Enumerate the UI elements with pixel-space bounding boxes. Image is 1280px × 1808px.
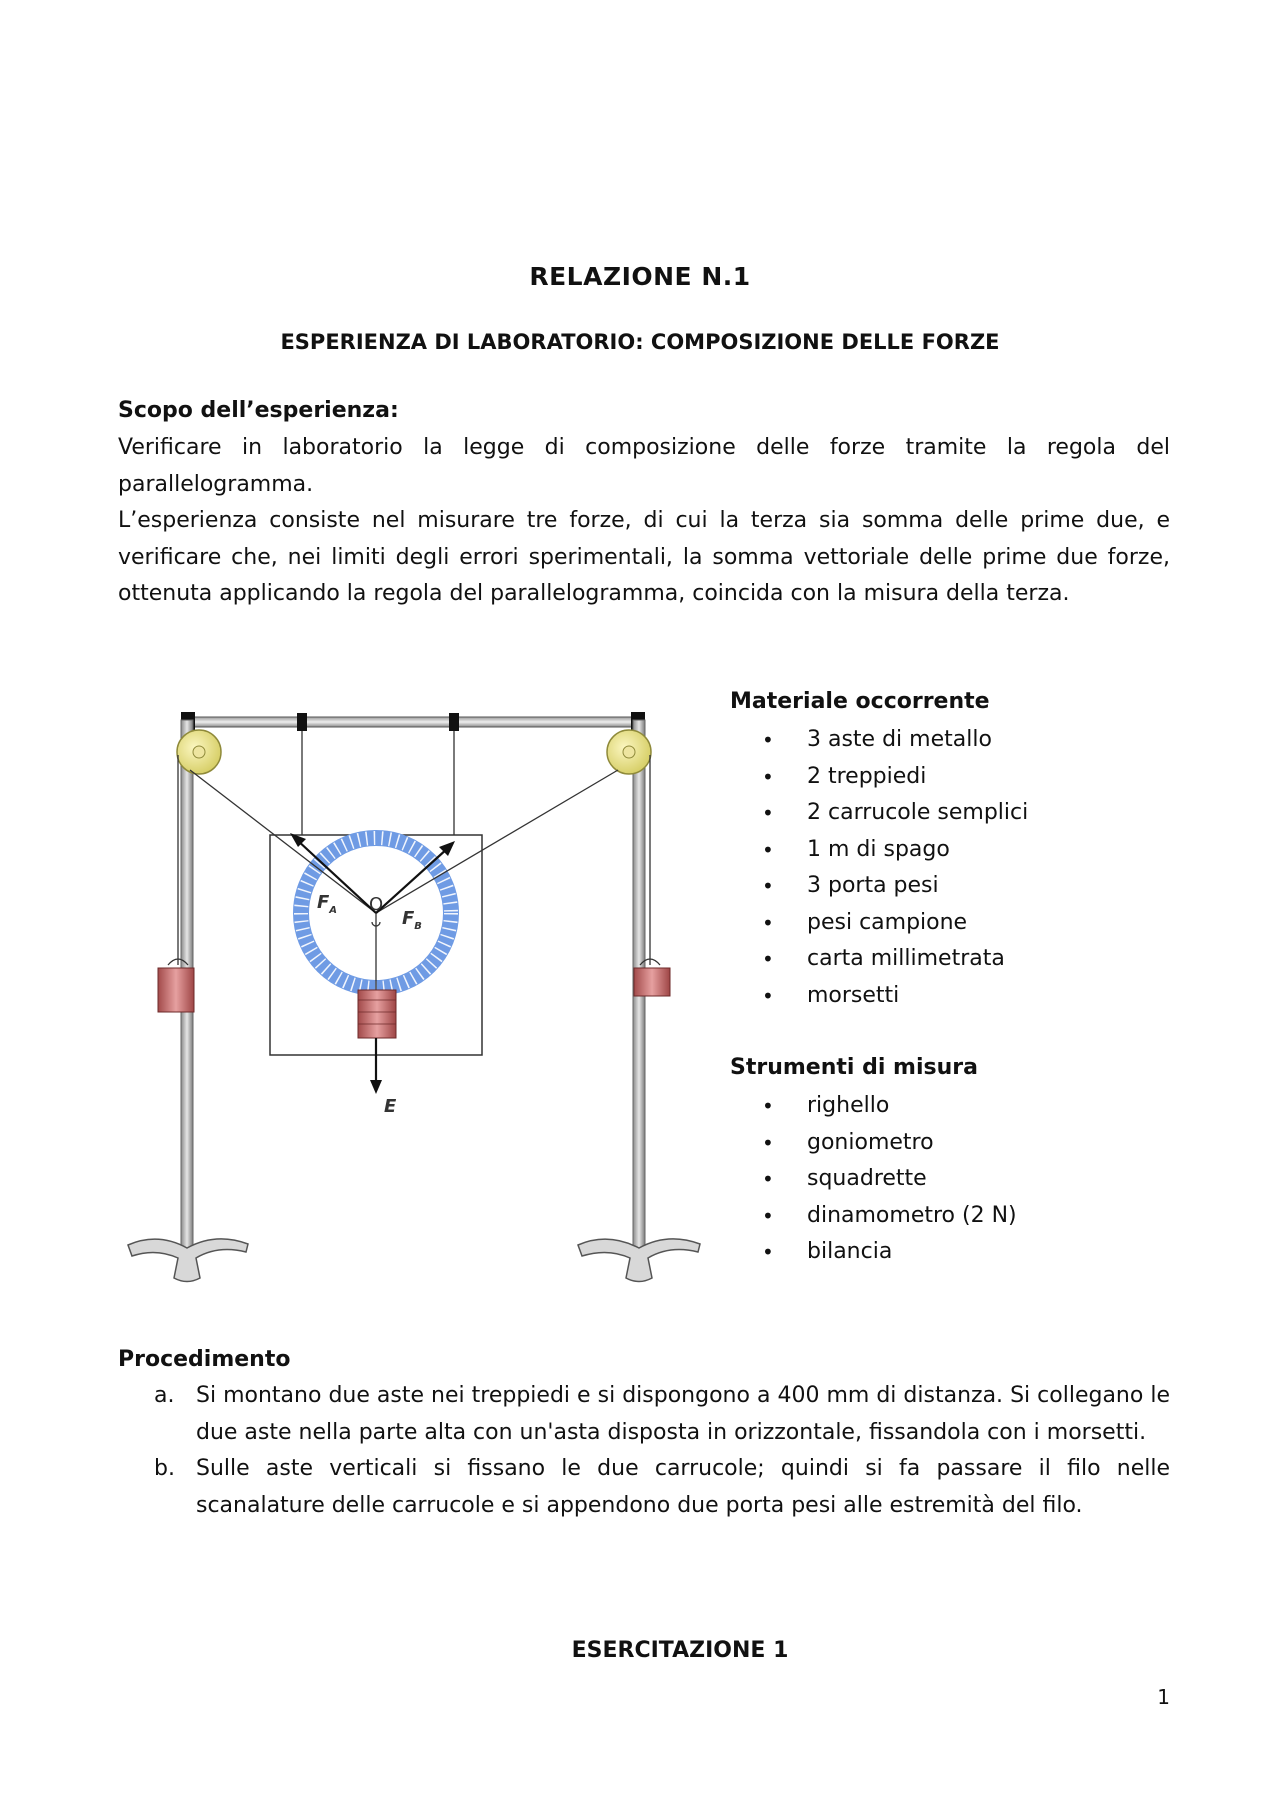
list-item: • goniometro [730, 1125, 1017, 1162]
weight-right [634, 968, 670, 996]
instruments-heading: Strumenti di misura [730, 1055, 978, 1080]
list-item: • squadrette [730, 1161, 1017, 1198]
procedure-steps [118, 1378, 1170, 1524]
list-item: • 2 carrucole semplici [730, 795, 1028, 832]
list-item: • 3 aste di metallo [730, 722, 1028, 759]
list-item: • 3 porta pesi [730, 868, 1028, 905]
procedure-step [118, 1378, 1170, 1451]
list-item: • 2 treppiedi [730, 759, 1028, 796]
label-fa-sub: A [329, 905, 338, 916]
materials-heading: Materiale occorrente [730, 689, 990, 714]
list-item: • pesi campione [730, 905, 1028, 942]
page-subtitle: ESPERIENZA DI LABORATORIO: COMPOSIZIONE DELLE FORZE [280, 330, 1000, 354]
list-item: • morsetti [730, 978, 1028, 1015]
list-item: • dinamometro (2 N) [730, 1198, 1017, 1235]
materials-list [730, 722, 1028, 1014]
horizontal-rod [188, 717, 638, 727]
list-item: • 1 m di spago [730, 832, 1028, 869]
step-text: Si montano due aste nei treppiedi e si dispongono a 400 mm di distanza. Si collegano le due aste nella parte alta con un'asta disposta in orizzontale, fissandola con i morsetti. [196, 1383, 1170, 1445]
scope-paragraph-2: L’esperienza consiste nel misurare tre forze, di cui la terza sia somma delle prime due, e verificare che, nei limiti degli errori sperimentali, la somma vettoriale delle prime due forze, ottenuta applicando la regola del parallelogramma, coincida con la misura della terza. [118, 508, 1170, 606]
scope-heading: Scopo dell’esperienza: [118, 398, 399, 423]
weight-left [158, 968, 194, 1012]
procedure-heading: Procedimento [118, 1347, 291, 1372]
step-marker: b. [154, 1456, 175, 1481]
step-marker: a. [154, 1383, 175, 1408]
label-fb: F [402, 908, 415, 929]
weight-center [358, 990, 396, 1038]
list-item: • righello [730, 1088, 1017, 1125]
step-text: Sulle aste verticali si fissano le due carrucole; quindi si fa passare il filo nelle scanalature delle carrucole e si appendono due porta pesi alle estremità del filo. [196, 1456, 1170, 1518]
clamp-board-right [449, 713, 459, 731]
scope-paragraph-1: Verificare in laboratorio la legge di composizione delle forze tramite la regola del parallelogramma. [118, 435, 1170, 497]
list-item: • carta millimetrata [730, 941, 1028, 978]
exercise-title: ESERCITAZIONE 1 [571, 1638, 789, 1663]
list-item: • bilancia [730, 1234, 1017, 1271]
label-fb-sub: B [414, 921, 422, 932]
apparatus-figure [118, 700, 718, 1295]
procedure-step [118, 1451, 1170, 1524]
page-title: RELAZIONE N.1 [529, 262, 751, 291]
clamp-board-left [297, 713, 307, 731]
label-o: O [369, 894, 384, 915]
label-fa: F [317, 892, 330, 913]
page-number: 1 [1157, 1685, 1170, 1709]
label-e: E [384, 1096, 397, 1117]
instruments-list [730, 1088, 1017, 1271]
